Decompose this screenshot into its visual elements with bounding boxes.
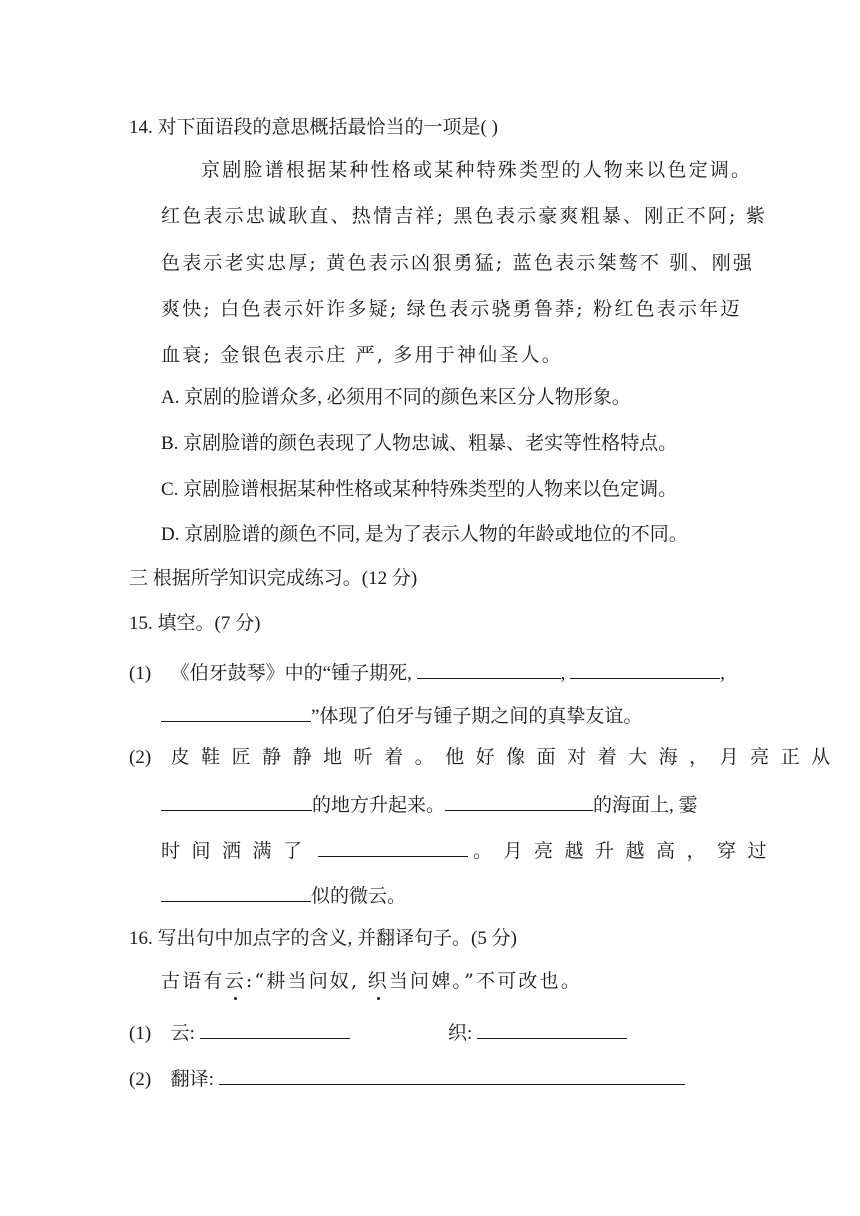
q14-passage-line-1: 京剧脸谱根据某种性格或某种特殊类型的人物来以色定调。 bbox=[201, 159, 753, 181]
q16-sentence-mid: :“耕当问奴, bbox=[245, 970, 368, 992]
q14-passage-line-5: 血衰; 金银色表示庄 严, 多用于神仙圣人。 bbox=[161, 344, 563, 366]
q16-part2-number: (2) bbox=[129, 1069, 152, 1090]
q15-part2-number: (2) bbox=[129, 747, 152, 768]
q14-option-c: C. 京剧脸谱根据某种性格或某种特殊类型的人物来以色定调。 bbox=[161, 479, 678, 500]
q14-passage-line-4: 爽快; 白色表示奸诈多疑; 绿色表示骁勇鲁莽; 粉红色表示年迈 bbox=[161, 298, 742, 320]
q14-passage-line-2: 红色表示忠诚耿直、热情吉祥; 黑色表示豪爽粗暴、刚正不阿; 紫 bbox=[161, 205, 768, 227]
q15-part2-line3 bbox=[161, 838, 778, 864]
q15-part1-number: (1) bbox=[129, 663, 152, 684]
q15-part2-blank-1[interactable] bbox=[161, 792, 312, 811]
q16-part2-label: 翻译: bbox=[170, 1069, 214, 1090]
q15-stem: 15. 填空。(7 分) bbox=[129, 613, 261, 634]
q16-part1-label-yun: 云: bbox=[170, 1023, 195, 1044]
q16-translation-blank[interactable] bbox=[219, 1066, 685, 1085]
q15-part1-line2 bbox=[161, 703, 642, 729]
q16-sentence-pre: 古语有 bbox=[161, 970, 225, 992]
q15-part1-comma-1: , bbox=[560, 663, 566, 684]
q16-part2 bbox=[129, 1066, 685, 1092]
q14-option-b: B. 京剧脸谱的颜色表现了人物忠诚、粗暴、老实等性格特点。 bbox=[161, 433, 678, 454]
q16-stem: 16. 写出句中加点字的含义, 并翻译句子。(5 分) bbox=[129, 928, 517, 949]
q15-part2-blank-3[interactable] bbox=[318, 838, 468, 857]
q16-sentence-post: 当问婢。”不可改也。 bbox=[388, 970, 583, 992]
q16-part1 bbox=[129, 1020, 350, 1046]
q15-part2-line2 bbox=[161, 792, 698, 818]
q14-option-d: D. 京剧脸谱的颜色不同, 是为了表示人物的年龄或地位的不同。 bbox=[161, 524, 688, 545]
q15-part1-text-a: 《伯牙鼓琴》中的“锺子期死, bbox=[170, 663, 412, 684]
q16-part1-label-zhi: 织: bbox=[448, 1023, 473, 1044]
q15-part2-text-b: 的海面上, 霎 bbox=[593, 795, 698, 816]
q15-part2-text-d: 。月亮越升越高，穿过 bbox=[473, 841, 779, 862]
q15-part2-text-c: 时间洒满了 bbox=[161, 841, 314, 862]
q15-part1-comma-2: , bbox=[720, 663, 725, 684]
q16-dotted-char-zhi: 织 bbox=[367, 970, 389, 992]
q15-part1-blank-2[interactable] bbox=[570, 660, 720, 679]
q15-part2-text-e: 似的微云。 bbox=[311, 886, 407, 907]
q15-part1-line1 bbox=[129, 660, 725, 686]
q15-part2-text-a: 的地方升起来。 bbox=[312, 795, 446, 816]
q16-zhi-answer-blank[interactable] bbox=[477, 1020, 627, 1039]
q16-sentence bbox=[161, 969, 582, 993]
q16-part1-number: (1) bbox=[129, 1023, 152, 1044]
q15-part2-blank-2[interactable] bbox=[445, 792, 593, 811]
q15-part1-blank-1[interactable] bbox=[417, 660, 561, 679]
q15-part2-blank-4[interactable] bbox=[161, 883, 311, 902]
q14-stem: 14. 对下面语段的意思概括最恰当的一项是( ) bbox=[129, 117, 498, 138]
q15-part2-line4 bbox=[161, 883, 406, 909]
q15-part1-blank-3[interactable] bbox=[161, 703, 311, 722]
q15-part1-text-b: ”体现了伯牙与锺子期之间的真挚友谊。 bbox=[311, 706, 643, 727]
section-3-title: 三 根据所学知识完成练习。(12 分) bbox=[129, 568, 418, 589]
q14-option-a: A. 京剧的脸谱众多, 必须用不同的颜色来区分人物形象。 bbox=[161, 387, 631, 408]
q16-yun-answer-blank[interactable] bbox=[200, 1020, 350, 1039]
q15-part2-text-1: 皮鞋匠静静地听着。他好像面对着大海，月亮正从 bbox=[170, 747, 842, 768]
q14-passage-line-3: 色表示老实忠厚; 黄色表示凶狠勇猛; 蓝色表示桀骜不 驯、刚强 bbox=[161, 252, 755, 274]
q16-part1-right bbox=[448, 1020, 627, 1046]
q15-part2-line1 bbox=[129, 746, 842, 770]
q16-dotted-char-yun: 云 bbox=[224, 970, 246, 992]
